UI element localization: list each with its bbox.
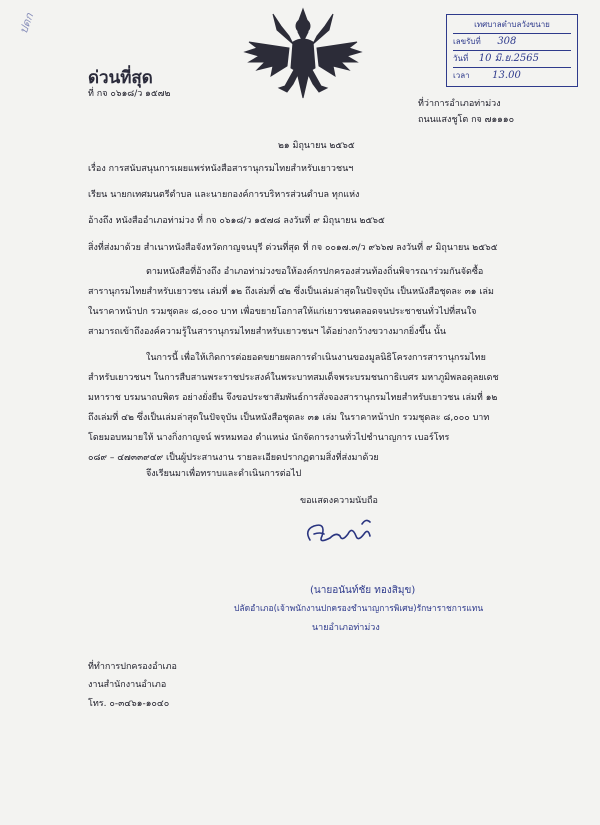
signer-title: ปลัดอำเภอ(เจ้าพนักงานปกครองชำนาญการพิเศษ)รักษาราชการแทน xyxy=(234,604,484,614)
receipt-stamp xyxy=(446,14,578,87)
subject-line: เรื่อง การสนับสนุนการเผยแพร่หนังสือสารานุกรมไทยสำหรับเยาวชนฯ xyxy=(88,164,354,174)
paragraph-line: สำหรับเยาวชนฯ ในการสืบสานพระราชประสงค์ในพระบาทสมเด็จพระบรมชนกาธิเบศร มหาภูมิพลอดุลยเดช xyxy=(88,373,499,383)
recipient-line: เรียน นายกเทศมนตรีตำบล และนายกองค์การบริหารส่วนตำบล ทุกแห่ง xyxy=(88,190,360,200)
paragraph-line: มหาราช บรมนาถบพิตร อย่างยั่งยืน จึงขอประชาสัมพันธ์การสั่งจองสารานุกรมไทยสำหรับเยาวชน เล่มที่ ๑๒ xyxy=(88,393,498,403)
stamp-receive-number: 308 xyxy=(497,36,517,47)
closing-request: จึงเรียนมาเพื่อทราบและดำเนินการต่อไป xyxy=(146,469,302,479)
paragraph-line: ถึงเล่มที่ ๔๒ ซึ่งเป็นเล่มล่าสุดในปัจจุบัน เป็นหนังสือชุดละ ๓๑ เล่ม ในราคาหน้าปก รวมชุดละ ๘,๐๐๐ บาท xyxy=(88,413,490,423)
stamp-time-row xyxy=(453,68,571,84)
stamp-date-label: วันที่ xyxy=(453,54,469,63)
garuda-emblem xyxy=(243,6,363,101)
attachment-line: สิ่งที่ส่งมาด้วย สำเนาหนังสือจังหวัดกาญจนบุรี ด่วนที่สุด ที่ กจ ๐๐๑๗.๓/ว ๙๖๖๗ ลงวันที่ ๙ มิถุนายน ๒๕๖๕ xyxy=(88,243,498,253)
paragraph-line: ในราคาหน้าปก รวมชุดละ ๘,๐๐๐ บาท เพื่อขยายโอกาสให้แก่เยาวชนตลอดจนประชาชนทั่วไปที่สนใจ xyxy=(88,307,477,317)
stamp-org: เทศบาลตำบลวังขนาย xyxy=(453,17,571,34)
paragraph-line: ๐๘๙ – ๔๗๓๓๙๔๙ เป็นผู้ประสานงาน รายละเอียดปรากฏตามสิ่งที่ส่งมาด้วย xyxy=(88,453,379,463)
paragraph-line: โดยมอบหมายให้ นางกิ่งกาญจน์ พรหมทอง ตำแหน่ง นักจัดการงานทั่วไปชำนาญการ เบอร์โทร xyxy=(88,433,450,443)
office-address: ถนนแสงชูโต กจ ๗๑๑๑๐ xyxy=(418,115,515,125)
stamp-receive-row xyxy=(453,34,571,51)
stamp-date-row xyxy=(453,51,571,68)
regards: ขอแสดงความนับถือ xyxy=(300,496,378,506)
handwritten-signature xyxy=(300,512,390,552)
body-paragraph-1 xyxy=(88,262,532,342)
paragraph-line: สามารถเข้าถึงองค์ความรู้ในสารานุกรมไทยสำหรับเยาวชนฯ ได้อย่างกว้างขวางมากยิ่งขึ้น นั้น xyxy=(88,327,447,337)
reference-line: อ้างถึง หนังสืออำเภอท่าม่วง ที่ กจ ๐๖๑๘/ว ๑๕๗๘ ลงวันที่ ๙ มิถุนายน ๒๕๖๕ xyxy=(88,216,385,226)
stamp-time-label: เวลา xyxy=(453,71,470,80)
stamp-time-value: 13.00 xyxy=(492,70,521,81)
issuing-office: ที่ว่าการอำเภอท่าม่วง xyxy=(418,99,501,109)
document-date: ๒๑ มิถุนายน ๒๕๖๕ xyxy=(278,141,355,151)
urgency-label: ด่วนที่สุด xyxy=(88,68,153,88)
stamp-receive-label: เลขรับที่ xyxy=(453,37,481,46)
paragraph-line: สารานุกรมไทยสำหรับเยาวชน เล่มที่ ๑๒ ถึงเล่มที่ ๔๒ ซึ่งเป็นเล่มล่าสุดในปัจจุบัน เป็นหนังสือชุดละ ๓๑ เล่ม xyxy=(88,287,494,297)
signer-title-2: นายอำเภอท่าม่วง xyxy=(312,623,380,633)
footer-unit: งานสำนักงานอำเภอ xyxy=(88,680,167,690)
footer-office: ที่ทำการปกครองอำเภอ xyxy=(88,662,177,672)
paragraph-line: ในการนี้ เพื่อให้เกิดการต่อยอดขยายผลการดำเนินงานของมูลนิธิโครงการสารานุกรมไทย xyxy=(146,353,486,363)
document-number: ที่ กจ ๐๖๑๘/ว ๑๕๗๒ xyxy=(88,89,171,99)
footer-phone: โทร. ๐-๓๔๖๑-๑๐๔๐ xyxy=(88,699,170,709)
stamp-date-value: 10 มิ.ย.2565 xyxy=(478,53,539,64)
body-paragraph-2 xyxy=(88,348,532,468)
signer-name: (นายอนันท์ชัย ทองสิมุข) xyxy=(310,585,416,596)
margin-note: ปดก xyxy=(16,11,37,36)
paragraph-line: ตามหนังสือที่อ้างถึง อำเภอท่าม่วงขอให้องค์กรปกครองส่วนท้องถิ่นพิจารณาร่วมกันจัดซื้อ xyxy=(146,267,484,277)
